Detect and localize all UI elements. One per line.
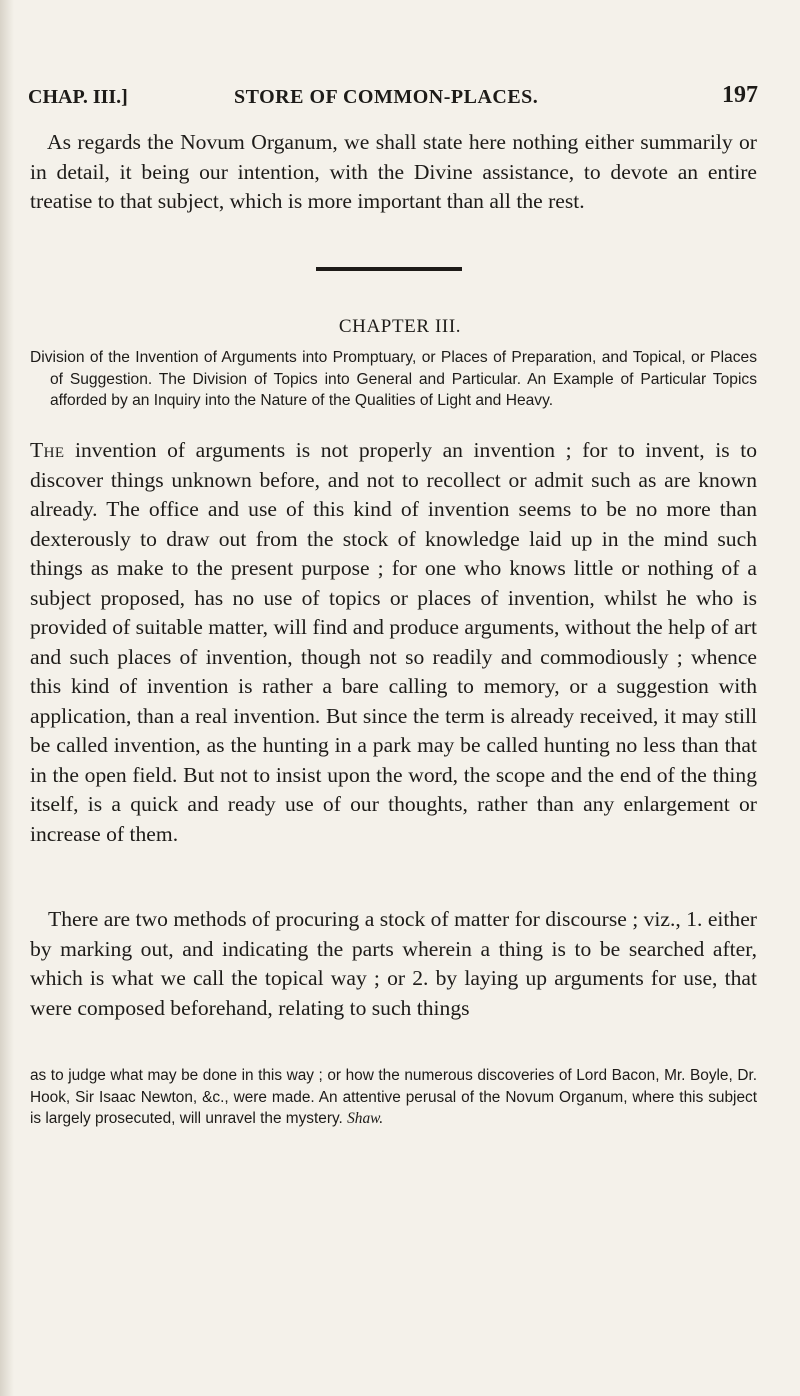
running-head-chapter: CHAP. III.]	[28, 86, 128, 108]
lead-word: The	[30, 438, 65, 462]
page-number: 197	[722, 82, 758, 108]
footnote	[30, 1065, 757, 1130]
intro-paragraph: As regards the Novum Organum, we shall state here nothing either summarily or in detail, it being our intention, with the Divine assistance, to devote an entire treatise to that subject, which is more important than all the rest.	[30, 130, 757, 213]
main-paragraph-text: invention of arguments is not properly an invention ; for to invent, is to discover things unknown before, and not to recollect or admit such as are known already. The office and use of this kind of invention seems to be no more than dexterously to draw out from the stock of knowledge laid up in the mind such things as make to the present purpose ; for one who knows little or nothing of a subject proposed, has no use of topics or places of invention, whilst he who is provided of suitable matter, will find and produce arguments, without the help of art and such places of invention, though not so readily and commodiously ; whence this kind of invention is rather a bare calling to memory, or a suggestion with application, than a real invention. But since the term is already received, it may still be called invention, as the hunting in a park may be called hunting no less than that in the open field. But not to insist upon the word, the scope and the end of the thing itself, is a quick and ready use of our thoughts, rather than any enlargement or increase of them.	[30, 438, 757, 846]
main-paragraph	[30, 436, 757, 849]
running-head-title: STORE OF COMMON-PLACES.	[234, 86, 539, 108]
footnote-text: as to judge what may be done in this way ; or how the numerous discoveries of Lord Bacon, Mr. Boyle, Dr. Hook, Sir Isaac Newton, &c., were made. An attentive perusal of the Novum Organum, where this subject is largely prosecuted, will unravel the mystery.	[30, 1067, 757, 1128]
footnote-signature: Shaw.	[347, 1110, 384, 1128]
section-divider-rule	[316, 267, 462, 271]
binding-shadow	[0, 0, 14, 1396]
running-head	[28, 82, 758, 116]
second-paragraph: There are two methods of procuring a stock of matter for discourse ; viz., 1. either by marking out, and indicating the parts wherein a thing is to be searched after, which is what we call the topical way ; or 2. by laying up arguments for use, that were composed beforehand, relating to such things	[30, 907, 757, 1020]
chapter-summary: Division of the Invention of Arguments into Promptuary, or Places of Preparation, and Topical, or Places of Suggestion. The Division of Topics into General and Particular. An Example of Particular Topics afforded by an Inquiry into the Nature of the Qualities of Light and Heavy.	[30, 349, 757, 410]
chapter-heading: CHAPTER III.	[338, 316, 462, 337]
